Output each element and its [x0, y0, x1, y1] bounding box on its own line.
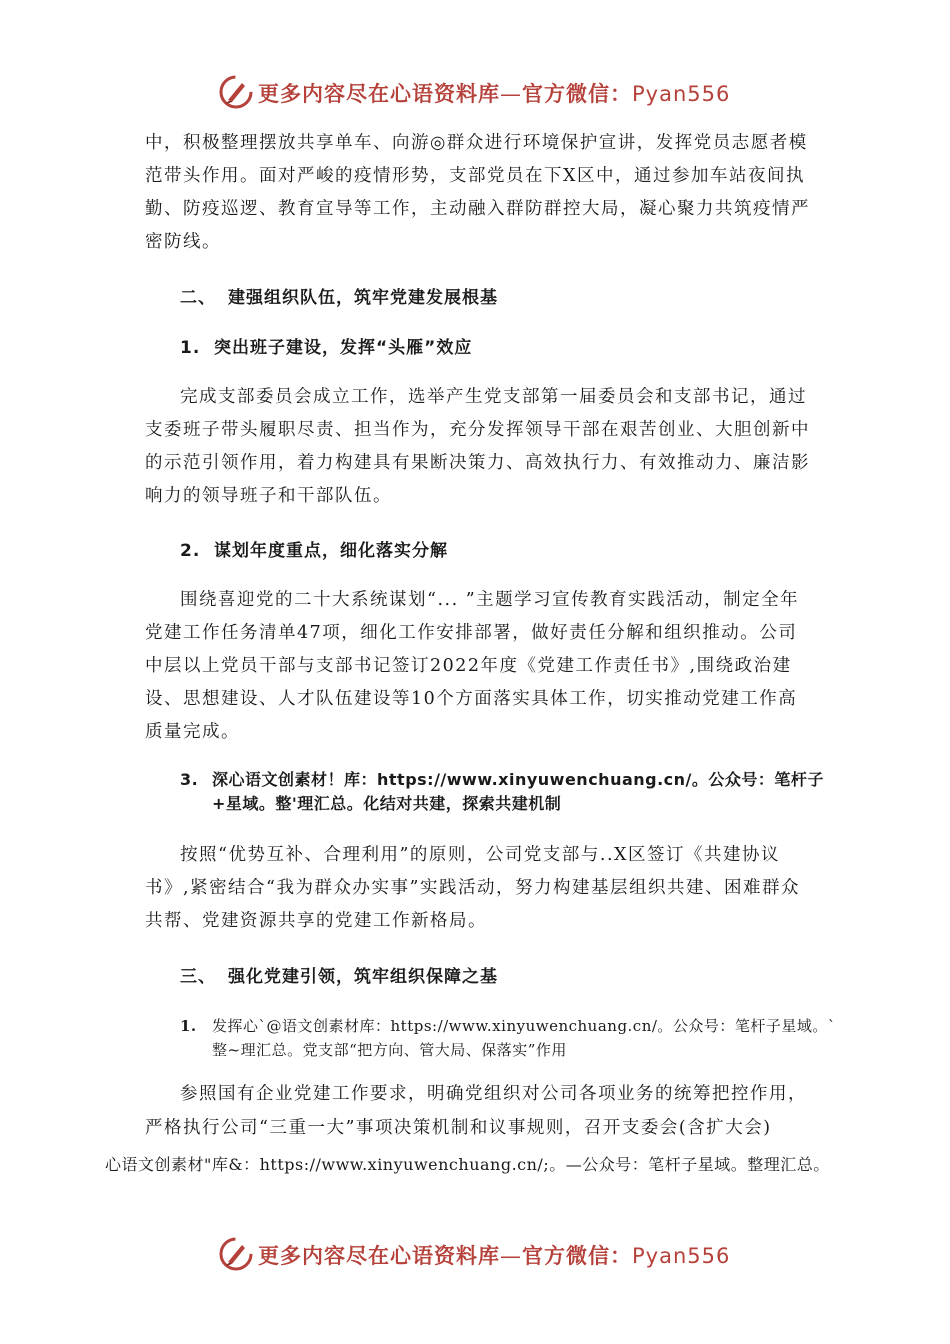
- section-heading-2: 二、 建强组织队伍，筑牢党建发展根基: [180, 288, 498, 308]
- brush-logo-icon: [218, 1236, 254, 1272]
- paragraph-3-1-line-2: 严格执行公司“三重一大”事项决策机制和议事规则，召开支委会(含扩大会): [145, 1118, 772, 1138]
- paragraph-2-2: 围绕喜迎党的二十大系统谋划“... ”主题学习宣传教育实践活动，制定全年党建工作任务清单47项，细化工作安排部署，做好责任分解和组织推动。公司中层以上党员干部与支部书记签订2022年度《党建工作责任书》,围绕政治建设、思想建设、人才队伍建设等10个方面落实具体工作，切实推动党建工作高质量完成。: [145, 590, 800, 742]
- brush-logo-icon: [218, 74, 254, 110]
- section-heading-3: 三、 强化党建引领，筑牢组织保障之基: [180, 967, 498, 987]
- banner-text: 更多内容尽在心语资料库—官方微信：Pyan556: [258, 1244, 731, 1268]
- paragraph-3-1-line-1: 参照国有企业党建工作要求，明确党组织对公司各项业务的统筹把控作用，: [180, 1084, 807, 1104]
- header-banner: [0, 72, 950, 112]
- watermark-footer-line: 心语文创素材"库&：https://www.xinyuwenchuang.cn/;。—公众号：笔杆子星域。整理汇总。: [105, 1155, 830, 1174]
- subheading-2-2: 2. 谋划年度重点，细化落实分解: [180, 541, 448, 561]
- subheading-2-1: 1. 突出班子建设，发挥“头雁”效应: [180, 338, 473, 358]
- footer-banner: [0, 1234, 950, 1274]
- subheading-3-1: 1. 发挥心`@语文创素材库：https://www.xinyuwenchuang.cn/。公众号：笔杆子星域。`整~理汇总。党支部“把方向、管大局、保落实”作用: [180, 1017, 836, 1059]
- subheading-2-3: 3. 深心语文创素材！库：https://www.xinyuwenchuang.cn/。公众号：笔杆子+星域。整'理汇总。化结对共建，探索共建机制: [180, 770, 824, 813]
- paragraph-2-3: 按照“优势互补、合理利用”的原则，公司党支部与..X区签订《共建协议书》,紧密结合“我为群众办实事”实践活动，努力构建基层组织共建、困难群众共帮、党建资源共享的党建工作新格局。: [145, 845, 800, 931]
- banner-text: 更多内容尽在心语资料库—官方微信：Pyan556: [258, 82, 731, 106]
- paragraph-2-1: 完成支部委员会成立工作，选举产生党支部第一届委员会和支部书记，通过支委班子带头履职尽责、担当作为，充分发挥领导干部在艰苦创业、大胆创新中的示范引领作用，着力构建具有果断决策力、高效执行力、有效推动力、廉洁影响力的领导班子和干部队伍。: [145, 387, 810, 506]
- paragraph-intro: 中，积极整理摆放共享单车、向游◎群众进行环境保护宣讲，发挥党员志愿者模范带头作用。面对严峻的疫情形势，支部党员在下X区中，通过参加车站夜间执勤、防疫巡逻、教育宣导等工作，主动融入群防群控大局，凝心聚力共筑疫情严密防线。: [145, 133, 810, 252]
